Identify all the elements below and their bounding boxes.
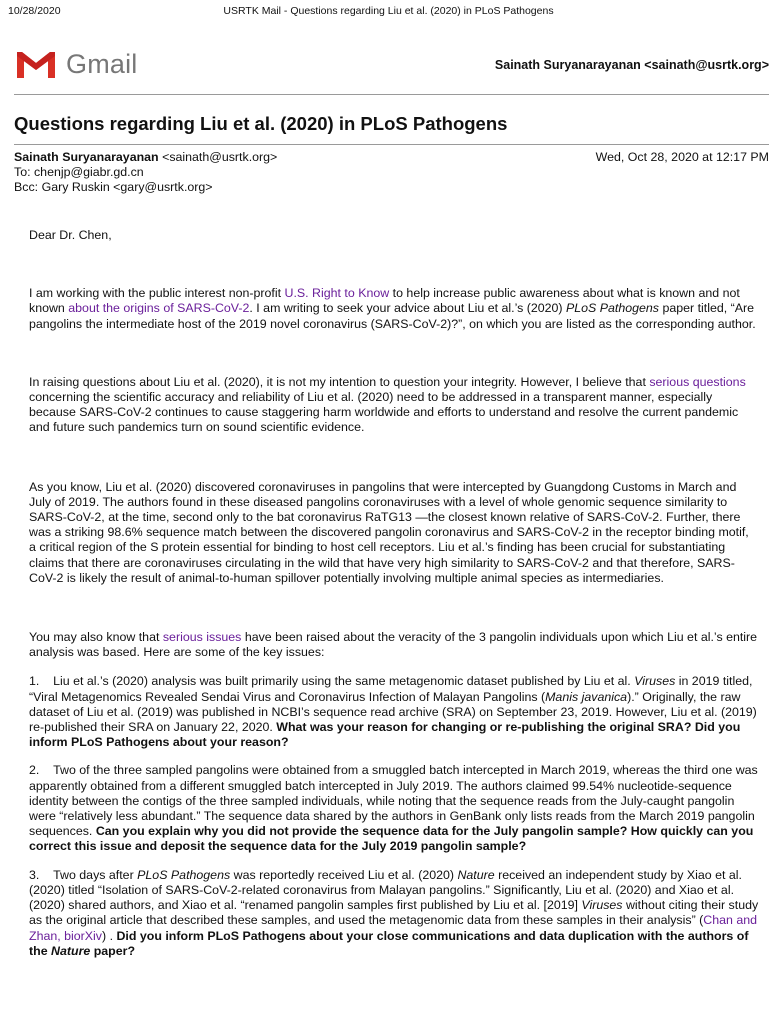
email-date: Wed, Oct 28, 2020 at 12:17 PM (595, 150, 769, 164)
text: ).” Originally, the raw dataset of Liu et al. (2019) was published in NCBI’s sequence read archive (SRA) on September 23, 2019. However, Liu et al. (2019) re-published their SRA on January 22, 2020. (29, 689, 757, 735)
text: I am working with the public interest non-profit (29, 286, 285, 301)
text: Two of the three sampled pangolins were obtained from a smuggled batch intercepted in March 2019, whereas the third one was apparently obtained from a different smuggled batch intercepted in July 2019. The authors claimed 99.54% nucleotide-sequence identity between the contigs of the three sampled individuals, while noting that the sequence reads from the July-caught pangolin were “relatively less abundant.” The sequence data shared by the authors in GenBank only lists reads from the March 2019 pangolin sequences. (29, 763, 758, 839)
item-number: 1. (29, 674, 40, 689)
text: In raising questions about Liu et al. (2020), it is not my intention to question your integrity. However, I believe that (29, 374, 650, 389)
question: Can you explain why you did not provide the sequence data for the July pangolin sample? How quickly can you correct this issue and deposit the sequence data for the July 2019 pangolin sample? (29, 824, 754, 854)
bcc-line (14, 180, 769, 195)
email-subject: Questions regarding Liu et al. (2020) in PLoS Pathogens (14, 113, 508, 134)
print-date: 10/28/2020 (8, 5, 61, 17)
question (29, 929, 748, 958)
paragraph-1 (29, 286, 759, 332)
journal-name: Viruses (634, 674, 676, 689)
text: concerning the scientific accuracy and reliability of Liu et al. (2020) need to be addressed in a transparent manner, especially because SARS-CoV-2 continues to cause staggering harm worldwide and efforts to understand and resolve the current pandemic and future such pandemics turn on sound scientific evidence. (29, 390, 739, 435)
text: was reportedly received Liu et al. (2020) (230, 867, 458, 882)
brand-bar (14, 44, 769, 84)
text: in 2019 titled, “Viral Metagenomics Revealed Sendai Virus and Coronavirus Infection of Malayan Pangolins ( (29, 674, 753, 704)
gmail-m-icon (14, 48, 58, 80)
question: What was your reason for changing or re-publishing the original SRA? Did you inform PLoS Pathogens about your reason? (29, 720, 741, 750)
link-usrtk[interactable]: U.S. Right to Know (284, 286, 390, 301)
to-label: To: (14, 165, 31, 179)
text: paper titled, “Are pangolins the intermediate host of the 2019 novel coronavirus (SARS-CoV-2)?”, on which you are listed as the corresponding author. (29, 301, 756, 331)
text: Two days after (53, 867, 138, 882)
journal-name: Viruses (581, 898, 623, 913)
text: Did you inform PLoS Pathogens about your close communications and data duplication with the authors of the (29, 928, 749, 958)
text: Liu et al.’s (2020) analysis was built primarily using the same metagenomic dataset published by Liu et al. (53, 674, 635, 689)
text: received an independent study by Xiao et al. (2020) titled “Isolation of SARS-CoV-2-related coronavirus from Malayan pangolins.” Significantly, Liu et al. (2020) and Xiao et al. (2020) shared authors, and Xiao et al. “renamed pangolin samples first published by Liu et al. [2019] (29, 867, 742, 913)
sender-name: Sainath Suryanarayanan (14, 150, 159, 164)
divider (14, 94, 769, 95)
paragraph-4 (29, 630, 759, 660)
text: without citing their study as the original article that described these samples, and used the metagenomic data from these samples in their analysis” ( (29, 898, 759, 928)
print-header (0, 5, 777, 19)
bcc-address: Gary Ruskin <gary@usrtk.org> (41, 180, 213, 194)
paragraph-3: As you know, Liu et al. (2020) discovered coronaviruses in pangolins that were intercepted by Guangdong Customs in March and July of 2019. The authors found in these diseased pangolins coronaviruses with a level of whole genomic sequence similarity to SARS-CoV-2, at the time, second only to the bat coronavirus RaTG13 —the closest known relative of SARS-CoV-2. Further, there was a striking 98.6% sequence match between the discovered pangolin coronavirus and SARS-CoV-2 in the receptor binding motif, a critical region of the S protein essential for binding to host cell receptors. Liu et al.’s finding has been crucial for substantiating claims that there are coronaviruses circulating in the wild that have very high similarity to SARS-CoV-2 and that therefore, SARS-CoV-2 is likely the result of animal-to-human spillover potentially involving multiple animal species as intermediaries. (29, 479, 749, 585)
text: . I am writing to seek your advice about Liu et al.’s (2020) (249, 301, 566, 316)
item-number: 2. (29, 763, 40, 778)
link-origins[interactable]: about the origins of SARS-CoV-2 (68, 301, 250, 316)
email-body (29, 228, 759, 959)
to-address: chenjp@giabr.gd.cn (33, 165, 144, 179)
print-title: USRTK Mail - Questions regarding Liu et al. (2020) in PLoS Pathogens (223, 5, 554, 17)
recipient-line (14, 165, 769, 180)
paragraph-2 (29, 375, 759, 436)
list-item-1 (29, 674, 759, 750)
divider (14, 144, 769, 145)
gmail-logo[interactable] (14, 48, 138, 80)
text: paper? (90, 943, 136, 958)
logo-text: Gmail (66, 48, 138, 79)
email-meta (14, 150, 769, 195)
text: have been raised about the veracity of the 3 pangolin individuals upon which Liu et al.’s entire analysis was based. Here are some of the key issues: (29, 630, 758, 660)
text: to help increase public awareness about what is known and not known (29, 286, 740, 316)
link-chan-zhan[interactable]: Chan and Zhan, biorXiv (29, 913, 758, 943)
journal-name: PLoS Pathogens (137, 867, 231, 882)
sender-address: <sainath@usrtk.org> (162, 150, 278, 164)
list-item-3 (29, 868, 759, 959)
link-serious-issues[interactable]: serious issues (162, 630, 242, 645)
journal-name: Nature (457, 867, 495, 882)
bcc-label: Bcc: (14, 180, 39, 194)
list-item-2 (29, 763, 759, 854)
text: You may also know that (29, 630, 163, 645)
journal-name: PLoS Pathogens (566, 301, 660, 316)
journal-name: Nature (51, 943, 91, 958)
link-serious-questions[interactable]: serious questions (649, 374, 746, 389)
greeting: Dear Dr. Chen, (29, 228, 112, 242)
account-label: Sainath Suryanarayanan <sainath@usrtk.org> (494, 58, 769, 72)
species-name: Manis javanica (545, 689, 628, 704)
text: ) . (102, 928, 117, 943)
item-number: 3. (29, 867, 40, 882)
